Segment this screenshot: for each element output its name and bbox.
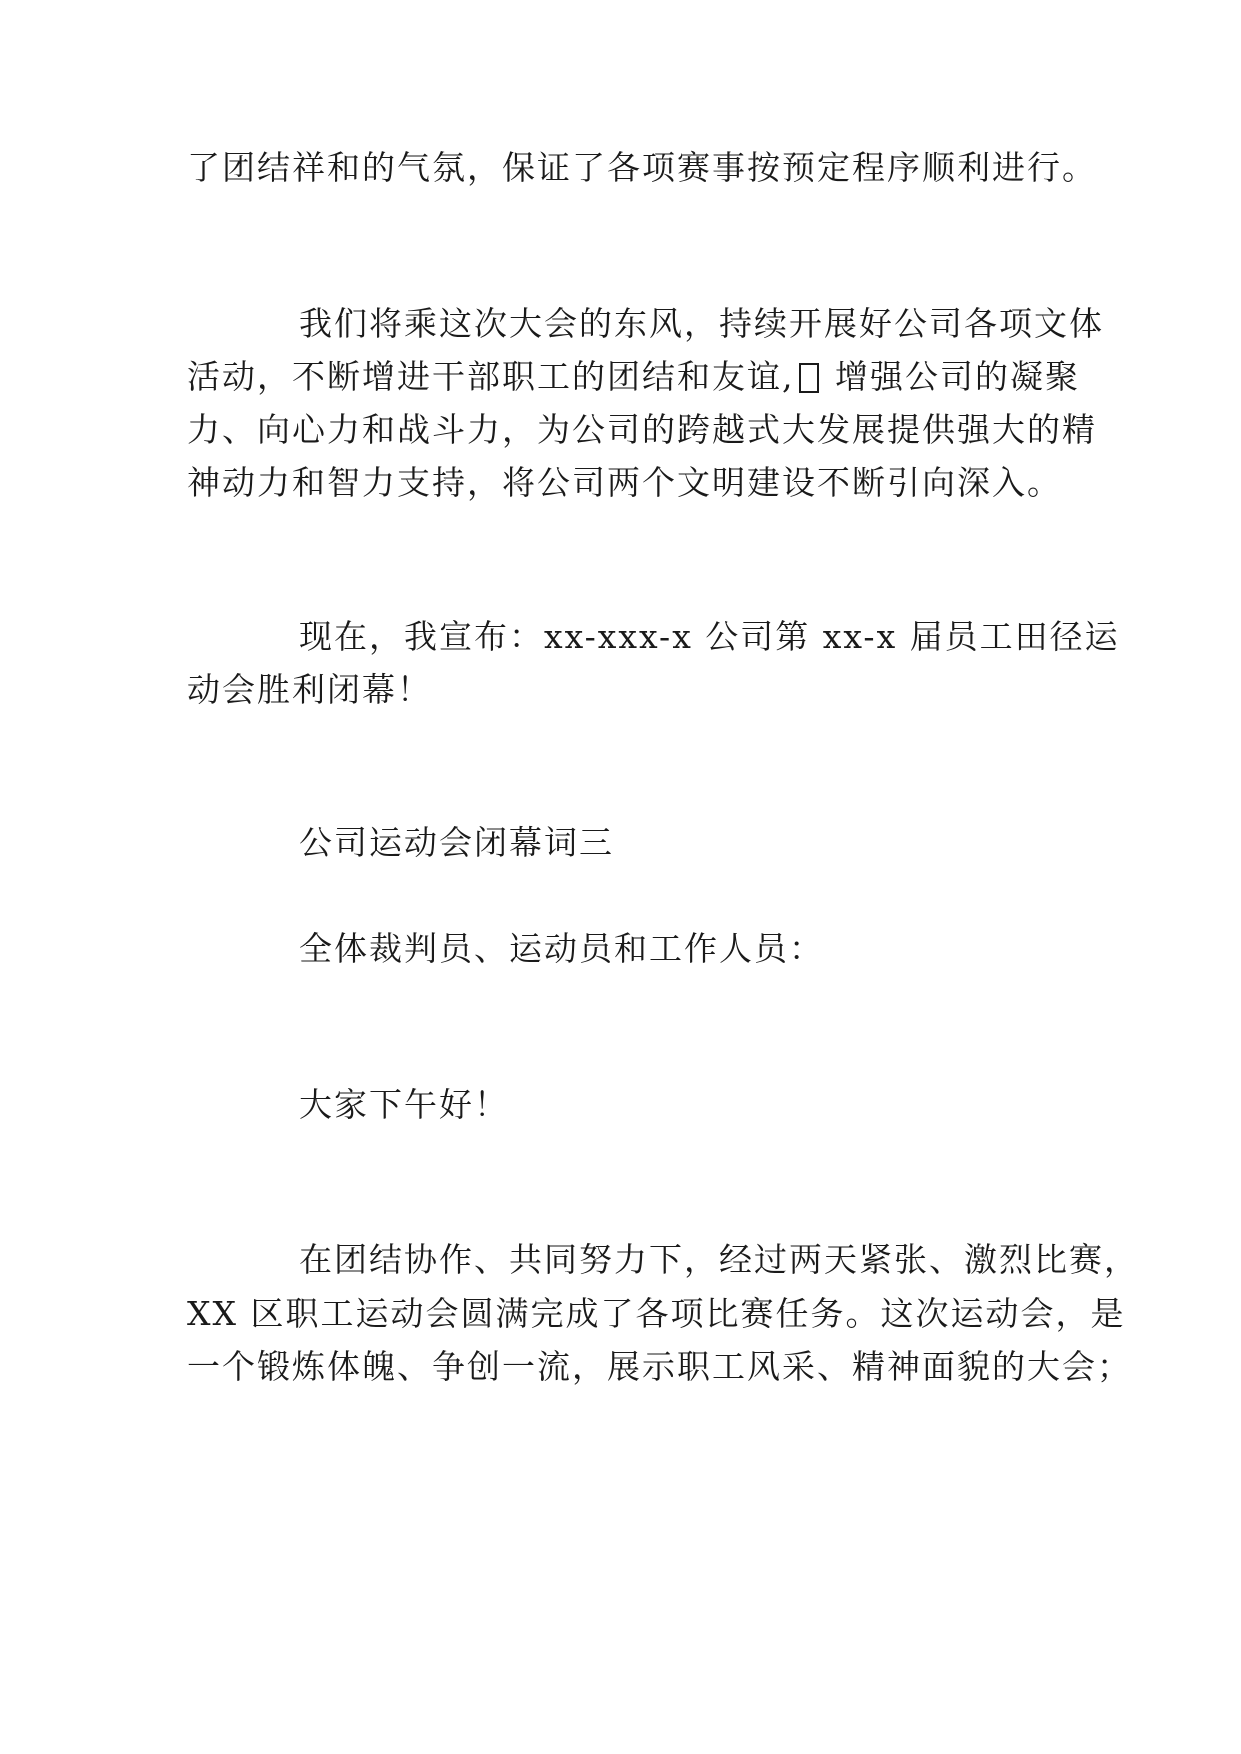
paragraph-2-line-1: 我们将乘这次大会的东风，持续开展好公司各项文体 <box>299 304 1104 343</box>
paragraph-2-line-2 <box>187 357 1080 397</box>
paragraph-2-line-4: 神动力和智力支持，将公司两个文明建设不断引向深入。 <box>187 463 1062 502</box>
missing-glyph-box-icon <box>799 363 819 393</box>
paragraph-2-line-2-text-b: 增强公司的凝聚 <box>822 357 1080 396</box>
paragraph-4-line-1: 在团结协作、共同努力下，经过两天紧张、激烈比赛， <box>299 1240 1139 1279</box>
paragraph-3-line-2: 动会胜利闭幕！ <box>187 670 432 709</box>
greeting: 大家下午好！ <box>299 1085 509 1124</box>
paragraph-4-line-3: 一个锻炼体魄、争创一流，展示职工风采、精神面貌的大会； <box>187 1347 1132 1386</box>
salutation: 全体裁判员、运动员和工作人员： <box>299 929 824 968</box>
paragraph-3-line-1: 现在，我宣布：xx-xxx-x 公司第 xx-x 届员工田径运 <box>299 617 1120 656</box>
paragraph-4-line-2: XX 区职工运动会圆满完成了各项比赛任务。这次运动会，是 <box>187 1294 1126 1333</box>
section-heading: 公司运动会闭幕词三 <box>299 823 614 862</box>
paragraph-2-line-3: 力、向心力和战斗力，为公司的跨越式大发展提供强大的精 <box>187 410 1097 449</box>
paragraph-1-line-1: 了团结祥和的气氛，保证了各项赛事按预定程序顺利进行。 <box>187 148 1097 187</box>
paragraph-2-line-2-text-a: 活动，不断增进干部职工的团结和友谊, <box>187 357 795 396</box>
